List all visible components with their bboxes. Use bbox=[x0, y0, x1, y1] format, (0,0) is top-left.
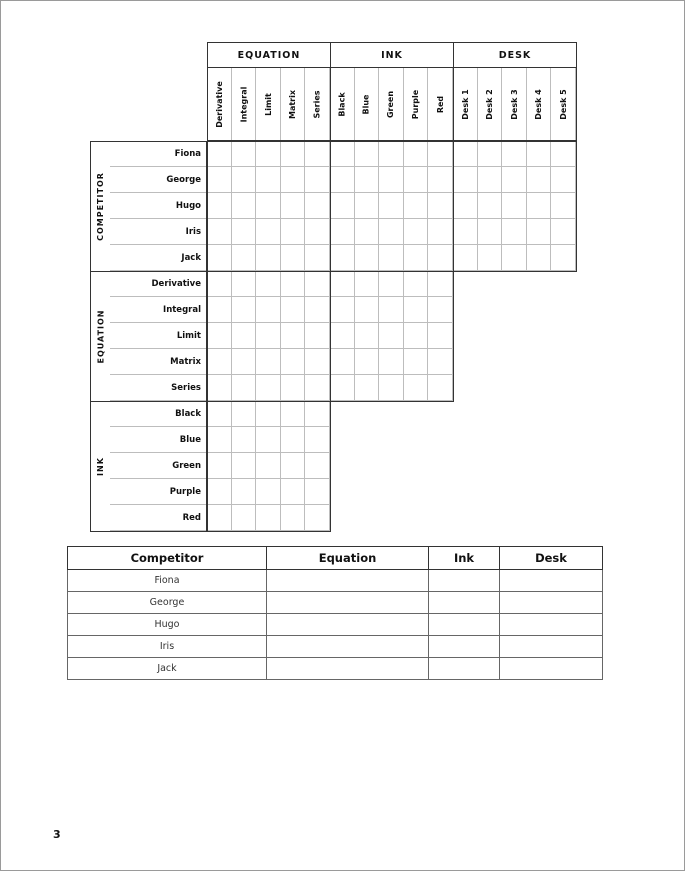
column-header bbox=[404, 68, 429, 141]
grid-cell[interactable] bbox=[305, 479, 330, 505]
grid-cell[interactable] bbox=[232, 349, 257, 375]
table-row bbox=[68, 570, 603, 592]
grid-cell[interactable] bbox=[379, 245, 404, 271]
column-label: Blue bbox=[361, 94, 371, 115]
column-label: Integral bbox=[238, 86, 248, 123]
row-group-title: EQUATION bbox=[96, 309, 106, 364]
row-name: Hugo bbox=[68, 614, 267, 636]
column-label: Series bbox=[312, 90, 322, 119]
grid-cell[interactable] bbox=[256, 427, 281, 453]
row-label: Green bbox=[110, 453, 207, 479]
column-header bbox=[379, 68, 404, 141]
grid-cell[interactable] bbox=[453, 219, 478, 245]
grid-cell[interactable] bbox=[404, 193, 429, 219]
grid-cell[interactable] bbox=[256, 479, 281, 505]
grid-cell[interactable] bbox=[428, 297, 453, 323]
grid-cell[interactable] bbox=[281, 323, 306, 349]
column-label: Limit bbox=[263, 93, 273, 116]
table-row bbox=[68, 636, 603, 658]
grid-cell[interactable] bbox=[404, 323, 429, 349]
grid-cell[interactable] bbox=[428, 375, 453, 401]
grid-cell[interactable] bbox=[330, 141, 355, 167]
grid-cell[interactable] bbox=[355, 323, 380, 349]
header-desk: Desk bbox=[500, 547, 603, 570]
grid-cell[interactable] bbox=[305, 271, 330, 297]
grid-cell[interactable] bbox=[502, 167, 527, 193]
grid-cell[interactable] bbox=[232, 193, 257, 219]
row-label: Limit bbox=[110, 323, 207, 349]
ink-answer-cell[interactable] bbox=[429, 570, 500, 592]
grid-cell[interactable] bbox=[281, 297, 306, 323]
desk-answer-cell[interactable] bbox=[500, 570, 603, 592]
answer-table bbox=[67, 546, 603, 680]
grid-cell[interactable] bbox=[355, 167, 380, 193]
table-row bbox=[68, 658, 603, 680]
desk-answer-cell[interactable] bbox=[500, 636, 603, 658]
grid-cell[interactable] bbox=[207, 401, 232, 427]
desk-answer-cell[interactable] bbox=[500, 658, 603, 680]
grid-cell[interactable] bbox=[502, 141, 527, 167]
grid-cell[interactable] bbox=[330, 375, 355, 401]
grid-cell[interactable] bbox=[330, 245, 355, 271]
grid-cell[interactable] bbox=[256, 271, 281, 297]
column-label: Matrix bbox=[288, 89, 298, 120]
grid-cell[interactable] bbox=[453, 167, 478, 193]
column-header bbox=[256, 68, 281, 141]
row-name: George bbox=[68, 592, 267, 614]
grid-cell[interactable] bbox=[478, 219, 503, 245]
grid-cell[interactable] bbox=[281, 479, 306, 505]
grid-cell[interactable] bbox=[330, 219, 355, 245]
grid-cell[interactable] bbox=[478, 193, 503, 219]
grid-cell[interactable] bbox=[207, 271, 232, 297]
grid-cell[interactable] bbox=[232, 505, 257, 531]
column-header bbox=[281, 68, 306, 141]
grid-cell[interactable] bbox=[207, 297, 232, 323]
grid-cell[interactable] bbox=[256, 141, 281, 167]
grid-cell[interactable] bbox=[453, 245, 478, 271]
grid-cell[interactable] bbox=[256, 349, 281, 375]
grid-cell[interactable] bbox=[207, 167, 232, 193]
column-label: Desk 1 bbox=[460, 89, 470, 120]
column-label: Derivative bbox=[214, 81, 224, 128]
grid-cell[interactable] bbox=[232, 141, 257, 167]
grid-cell[interactable] bbox=[453, 141, 478, 167]
row-group-title: COMPETITOR bbox=[96, 172, 105, 241]
grid-cell[interactable] bbox=[232, 271, 257, 297]
column-header bbox=[527, 68, 552, 141]
equation-answer-cell[interactable] bbox=[267, 592, 429, 614]
grid-cell[interactable] bbox=[256, 323, 281, 349]
grid-cell[interactable] bbox=[281, 167, 306, 193]
grid-cell[interactable] bbox=[281, 427, 306, 453]
grid-cell[interactable] bbox=[355, 141, 380, 167]
grid-cell[interactable] bbox=[551, 167, 576, 193]
row-label: Red bbox=[110, 505, 207, 531]
column-label: Green bbox=[386, 90, 396, 119]
grid-cell[interactable] bbox=[281, 219, 306, 245]
grid-cell[interactable] bbox=[428, 219, 453, 245]
column-label: Purple bbox=[411, 89, 421, 120]
grid-cell[interactable] bbox=[232, 427, 257, 453]
grid-cell[interactable] bbox=[551, 219, 576, 245]
header-ink: Ink bbox=[429, 547, 500, 570]
header-competitor: Competitor bbox=[68, 547, 267, 570]
grid-cell[interactable] bbox=[207, 453, 232, 479]
grid-cell[interactable] bbox=[330, 193, 355, 219]
grid-cell[interactable] bbox=[502, 219, 527, 245]
grid-cell[interactable] bbox=[502, 193, 527, 219]
grid-cell[interactable] bbox=[330, 167, 355, 193]
row-label: George bbox=[110, 167, 207, 193]
grid-cell[interactable] bbox=[330, 349, 355, 375]
grid-cell[interactable] bbox=[256, 401, 281, 427]
grid-cell[interactable] bbox=[281, 193, 306, 219]
column-header bbox=[232, 68, 257, 141]
row-label: Series bbox=[110, 375, 207, 401]
grid-cell[interactable] bbox=[379, 323, 404, 349]
page-number: 3 bbox=[53, 828, 61, 841]
grid-cell[interactable] bbox=[256, 453, 281, 479]
grid-cell[interactable] bbox=[256, 505, 281, 531]
grid-cell[interactable] bbox=[453, 193, 478, 219]
grid-cell[interactable] bbox=[379, 297, 404, 323]
grid-cell[interactable] bbox=[527, 245, 552, 271]
grid-cell[interactable] bbox=[232, 323, 257, 349]
row-label: Purple bbox=[110, 479, 207, 505]
grid-cell[interactable] bbox=[428, 271, 453, 297]
grid-cell[interactable] bbox=[428, 193, 453, 219]
grid-cell[interactable] bbox=[232, 297, 257, 323]
table-row bbox=[68, 592, 603, 614]
grid-cell[interactable] bbox=[281, 271, 306, 297]
grid-cell[interactable] bbox=[232, 167, 257, 193]
grid-cell[interactable] bbox=[551, 193, 576, 219]
grid-cell[interactable] bbox=[330, 271, 355, 297]
grid-cell[interactable] bbox=[207, 349, 232, 375]
grid-cell[interactable] bbox=[355, 297, 380, 323]
grid-cell[interactable] bbox=[232, 375, 257, 401]
grid-cell[interactable] bbox=[207, 323, 232, 349]
grid-cell[interactable] bbox=[478, 141, 503, 167]
row-label: Blue bbox=[110, 427, 207, 453]
grid-cell[interactable] bbox=[256, 219, 281, 245]
row-label: Fiona bbox=[110, 141, 207, 167]
column-label: Red bbox=[435, 95, 445, 114]
grid-cell[interactable] bbox=[207, 219, 232, 245]
group-header-ink: INK bbox=[330, 42, 454, 68]
table-row bbox=[68, 614, 603, 636]
grid-cell[interactable] bbox=[256, 245, 281, 271]
grid-cell[interactable] bbox=[256, 167, 281, 193]
grid-cell[interactable] bbox=[379, 167, 404, 193]
grid-cell[interactable] bbox=[256, 297, 281, 323]
grid-cell[interactable] bbox=[232, 401, 257, 427]
grid-cell[interactable] bbox=[379, 141, 404, 167]
row-label: Matrix bbox=[110, 349, 207, 375]
column-header bbox=[330, 68, 355, 141]
column-header bbox=[355, 68, 380, 141]
grid-cell[interactable] bbox=[355, 271, 380, 297]
answer-table-header bbox=[68, 547, 603, 570]
ink-answer-cell[interactable] bbox=[429, 592, 500, 614]
grid-cell[interactable] bbox=[305, 453, 330, 479]
grid-cell[interactable] bbox=[428, 245, 453, 271]
column-header bbox=[502, 68, 527, 141]
grid-cell[interactable] bbox=[207, 141, 232, 167]
column-header bbox=[453, 68, 478, 141]
grid-cell[interactable] bbox=[355, 193, 380, 219]
grid-cell[interactable] bbox=[232, 245, 257, 271]
grid-cell[interactable] bbox=[281, 401, 306, 427]
grid-cell[interactable] bbox=[527, 219, 552, 245]
grid-cell[interactable] bbox=[355, 245, 380, 271]
grid-cell[interactable] bbox=[478, 245, 503, 271]
grid-cell[interactable] bbox=[404, 349, 429, 375]
column-label: Desk 4 bbox=[534, 89, 544, 120]
row-name: Fiona bbox=[68, 570, 267, 592]
grid-cell[interactable] bbox=[527, 167, 552, 193]
column-header bbox=[551, 68, 576, 141]
ink-answer-cell[interactable] bbox=[429, 658, 500, 680]
grid-cell[interactable] bbox=[404, 375, 429, 401]
grid-cell[interactable] bbox=[305, 141, 330, 167]
row-label: Iris bbox=[110, 219, 207, 245]
column-header bbox=[478, 68, 503, 141]
grid-cell[interactable] bbox=[207, 505, 232, 531]
row-label: Integral bbox=[110, 297, 207, 323]
desk-answer-cell[interactable] bbox=[500, 592, 603, 614]
grid-cell[interactable] bbox=[305, 297, 330, 323]
grid-cell[interactable] bbox=[305, 375, 330, 401]
grid-cell[interactable] bbox=[281, 141, 306, 167]
grid-cell[interactable] bbox=[502, 245, 527, 271]
grid-cell[interactable] bbox=[551, 245, 576, 271]
grid-cell[interactable] bbox=[527, 141, 552, 167]
grid-cell[interactable] bbox=[355, 349, 380, 375]
grid-cell[interactable] bbox=[355, 375, 380, 401]
row-group-title: INK bbox=[96, 457, 105, 476]
grid-cell[interactable] bbox=[527, 193, 552, 219]
grid-cell[interactable] bbox=[232, 219, 257, 245]
grid-cell[interactable] bbox=[256, 375, 281, 401]
grid-cell[interactable] bbox=[281, 505, 306, 531]
grid-cell[interactable] bbox=[305, 323, 330, 349]
grid-cell[interactable] bbox=[207, 193, 232, 219]
column-header bbox=[428, 68, 453, 141]
grid-cell[interactable] bbox=[428, 349, 453, 375]
row-label: Derivative bbox=[110, 271, 207, 297]
grid-cell[interactable] bbox=[305, 505, 330, 531]
grid-cell[interactable] bbox=[207, 375, 232, 401]
grid-cell[interactable] bbox=[281, 453, 306, 479]
group-header-equation: EQUATION bbox=[207, 42, 331, 68]
grid-cell[interactable] bbox=[404, 141, 429, 167]
ink-answer-cell[interactable] bbox=[429, 614, 500, 636]
grid-cell[interactable] bbox=[478, 167, 503, 193]
grid-cell[interactable] bbox=[281, 245, 306, 271]
grid-cell[interactable] bbox=[232, 453, 257, 479]
row-group-header-equation bbox=[90, 271, 111, 402]
row-group-header-ink bbox=[90, 401, 111, 532]
group-header-desk: DESK bbox=[453, 42, 577, 68]
row-group-header-competitor bbox=[90, 141, 111, 272]
grid-cell[interactable] bbox=[404, 167, 429, 193]
grid-cell[interactable] bbox=[428, 167, 453, 193]
grid-cell[interactable] bbox=[551, 141, 576, 167]
grid-cell[interactable] bbox=[330, 297, 355, 323]
header-equation: Equation bbox=[267, 547, 429, 570]
row-label: Jack bbox=[110, 245, 207, 271]
grid-cell[interactable] bbox=[379, 349, 404, 375]
equation-answer-cell[interactable] bbox=[267, 570, 429, 592]
column-header bbox=[305, 68, 330, 141]
row-name: Jack bbox=[68, 658, 267, 680]
grid-cell[interactable] bbox=[305, 219, 330, 245]
desk-answer-cell[interactable] bbox=[500, 614, 603, 636]
grid-cell[interactable] bbox=[355, 219, 380, 245]
grid-cell[interactable] bbox=[305, 167, 330, 193]
grid-cell[interactable] bbox=[428, 141, 453, 167]
grid-cell[interactable] bbox=[379, 375, 404, 401]
equation-answer-cell[interactable] bbox=[267, 636, 429, 658]
grid-cell[interactable] bbox=[330, 323, 355, 349]
grid-cell[interactable] bbox=[379, 219, 404, 245]
grid-cell[interactable] bbox=[404, 245, 429, 271]
row-name: Iris bbox=[68, 636, 267, 658]
grid-cell[interactable] bbox=[256, 193, 281, 219]
column-label: Desk 2 bbox=[484, 89, 494, 120]
grid-cell[interactable] bbox=[404, 297, 429, 323]
ink-answer-cell[interactable] bbox=[429, 636, 500, 658]
grid-cell[interactable] bbox=[404, 219, 429, 245]
grid-cell[interactable] bbox=[404, 271, 429, 297]
grid-cell[interactable] bbox=[281, 349, 306, 375]
grid-cell[interactable] bbox=[281, 375, 306, 401]
grid-cell[interactable] bbox=[428, 323, 453, 349]
grid-cell[interactable] bbox=[305, 427, 330, 453]
grid-cell[interactable] bbox=[207, 245, 232, 271]
grid-cell[interactable] bbox=[305, 349, 330, 375]
grid-cell[interactable] bbox=[379, 271, 404, 297]
column-label: Desk 5 bbox=[558, 89, 568, 120]
grid-cell[interactable] bbox=[207, 427, 232, 453]
equation-answer-cell[interactable] bbox=[267, 614, 429, 636]
grid-cell[interactable] bbox=[305, 245, 330, 271]
column-header bbox=[207, 68, 232, 141]
grid-cell[interactable] bbox=[305, 193, 330, 219]
grid-cell[interactable] bbox=[232, 479, 257, 505]
grid-cell[interactable] bbox=[305, 401, 330, 427]
equation-answer-cell[interactable] bbox=[267, 658, 429, 680]
row-label: Hugo bbox=[110, 193, 207, 219]
row-label: Black bbox=[110, 401, 207, 427]
column-label: Desk 3 bbox=[509, 89, 519, 120]
column-label: Black bbox=[337, 92, 347, 117]
grid-cell[interactable] bbox=[379, 193, 404, 219]
grid-cell[interactable] bbox=[207, 479, 232, 505]
